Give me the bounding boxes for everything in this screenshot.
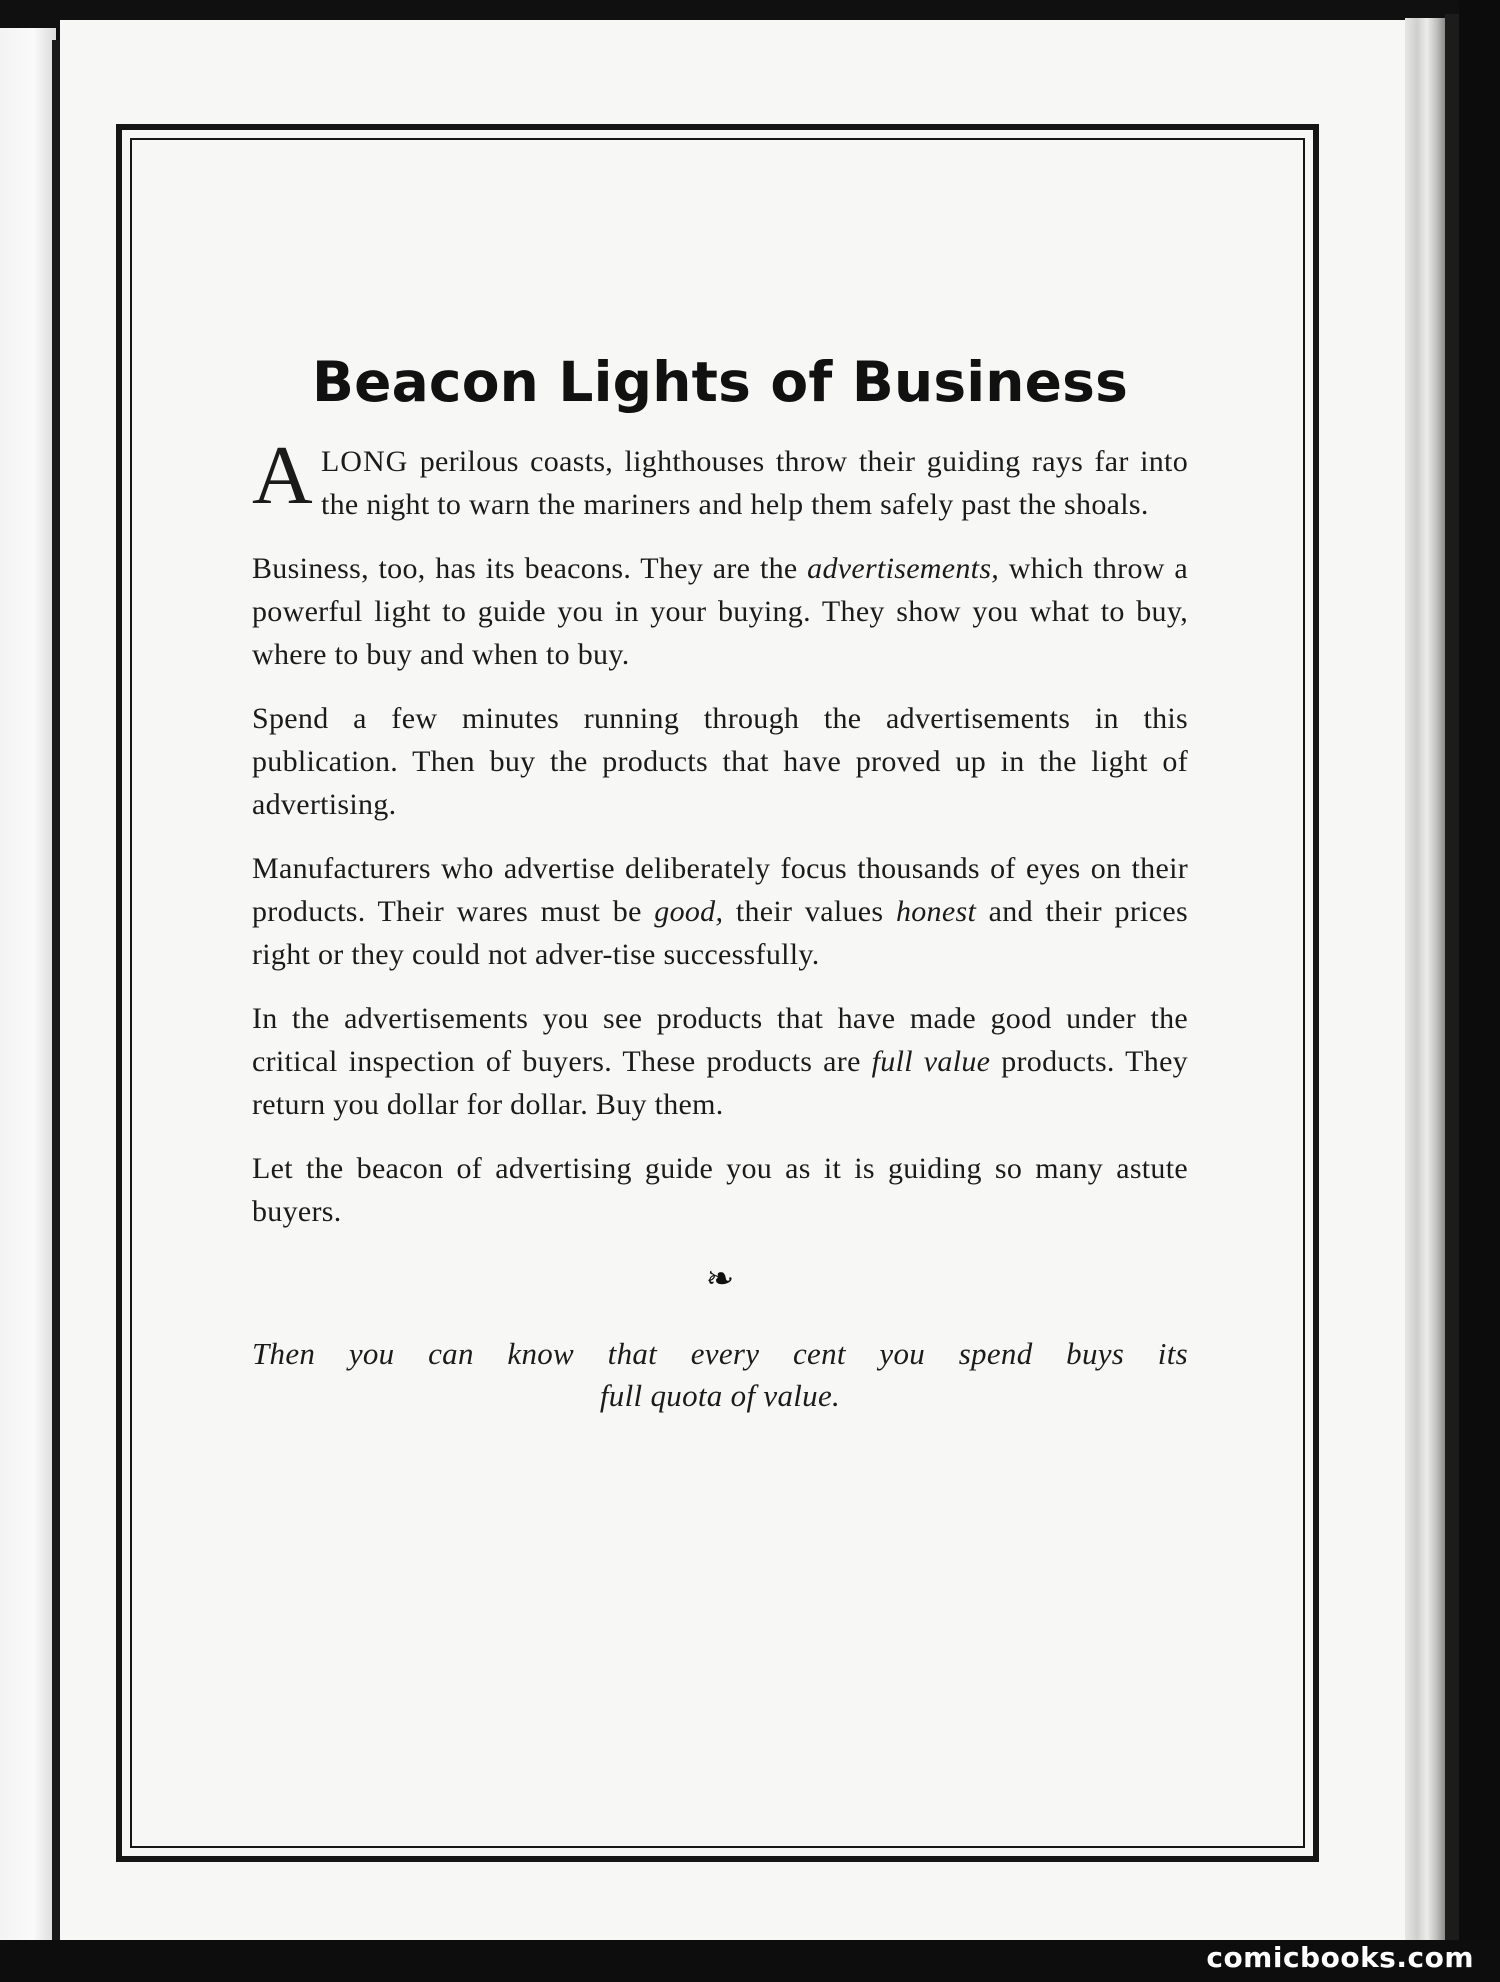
paragraph-4-text-c: and their prices right or they could not adver-tise successfully. (252, 895, 1188, 971)
paragraph-5 (252, 997, 1188, 1126)
scan-right-border (1459, 0, 1500, 1982)
closing-line-2: full quota of value. (599, 1378, 841, 1413)
paragraph-1-text: perilous coasts, lighthouses throw their guiding rays far into the night to warn the mariners and help them safely past the shoals. (320, 445, 1188, 521)
emphasis-good: good, (654, 895, 724, 928)
paragraph-4-text-a: Manufacturers who advertise deliberately focus thousands of eyes on their products. Their wares must be (252, 852, 1188, 928)
watermark: comicbooks.com (1206, 1941, 1474, 1974)
closing-line-1: Then you can know that every cent you spend buys its (252, 1336, 1188, 1371)
paragraph-5-text-a: In the advertisements you see products that have made good under the critical inspection of buyers. These products are (252, 1002, 1188, 1078)
paragraph-2-text-a: Business, too, has its beacons. They are the (252, 552, 808, 585)
left-page-strip (0, 28, 56, 1982)
paragraph-1 (252, 429, 1188, 526)
paragraph-3: Spend a few minutes running through the advertisements in this publication. Then buy the products that have proved up in the light of advertising. (252, 702, 1188, 821)
page-title: Beacon Lights of Business (311, 350, 1129, 414)
emphasis-full-value: full value (871, 1045, 991, 1078)
emphasis-advertisements: advertisements, (807, 552, 1000, 585)
page-edges (1405, 18, 1445, 1942)
paragraph-6: Let the beacon of advertising guide you as it is guiding so many astute buyers. (252, 1152, 1188, 1228)
fleuron-ornament-icon: ❧ (705, 1261, 735, 1298)
closing-statement (252, 1333, 1188, 1417)
paragraph-5-text-b: products. They return you dollar for dollar. Buy them. (252, 1045, 1188, 1121)
page-edge-shadow (1445, 14, 1459, 1946)
emphasis-honest: honest (895, 895, 977, 928)
article (252, 350, 1188, 1417)
paragraph-2 (252, 547, 1188, 676)
paragraph-4-text-b: their values (723, 895, 896, 928)
paragraph-4 (252, 847, 1188, 976)
paragraph-2-text-b: which throw a powerful light to guide you in your buying. They show you what to buy, where to buy and when to buy. (252, 552, 1188, 671)
lead-word: LONG (320, 445, 409, 478)
drop-cap: A (252, 429, 313, 522)
